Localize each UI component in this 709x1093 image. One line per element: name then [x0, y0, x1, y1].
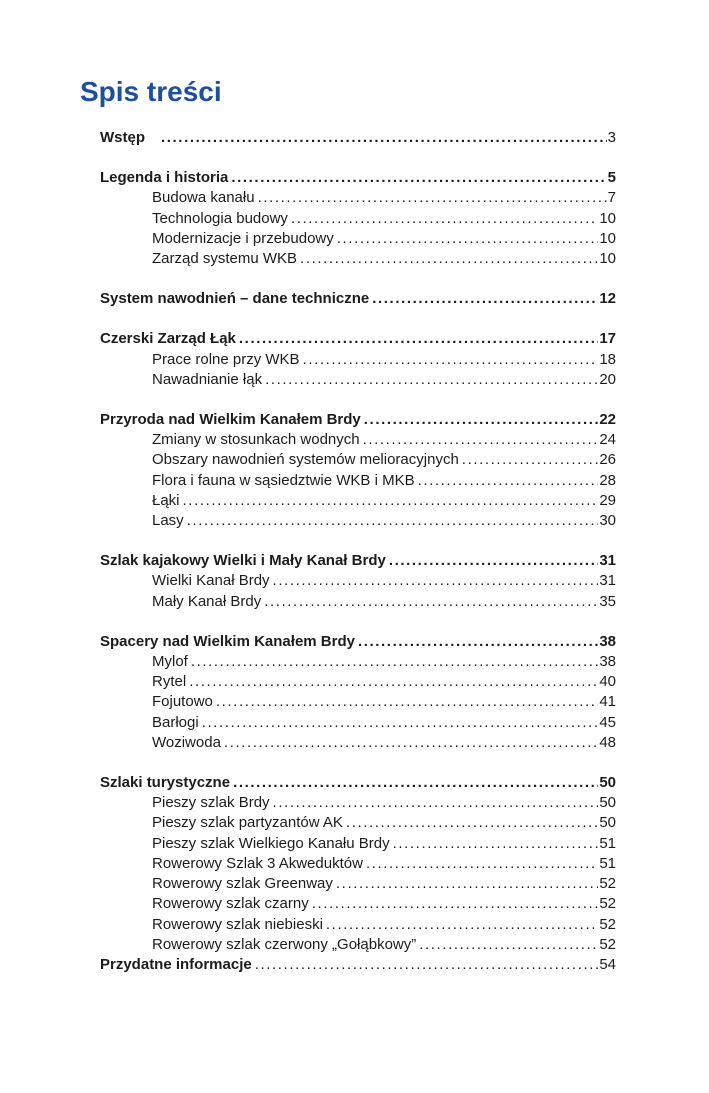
toc-entry-label: Prace rolne przy WKB	[152, 350, 300, 368]
toc-entry-label: Przyroda nad Wielkim Kanałem Brdy	[100, 411, 361, 429]
toc-entry-label: Fojutowo	[152, 693, 213, 711]
toc-entry	[100, 935, 616, 955]
page-number: 26	[599, 451, 616, 469]
table-of-contents	[100, 128, 616, 975]
dot-leader	[303, 350, 599, 370]
dot-leader	[337, 229, 599, 249]
page-number: 51	[599, 854, 616, 872]
page-number: 54	[599, 955, 616, 973]
toc-entry	[100, 773, 616, 793]
page-number: 31	[599, 552, 616, 570]
toc-entry-label: Barłogi	[152, 713, 199, 731]
toc-entry-label: Rowerowy szlak czarny	[152, 895, 309, 913]
dot-leader	[191, 652, 598, 672]
toc-entry	[100, 329, 616, 349]
dot-leader	[346, 813, 598, 833]
toc-entry	[100, 955, 616, 975]
toc-entry-label: Obszary nawodnień systemów melioracyjnych	[152, 451, 459, 469]
toc-entry	[100, 289, 616, 309]
toc-entry-label: Lasy	[152, 512, 184, 530]
toc-entry	[100, 652, 616, 672]
dot-leader	[364, 410, 599, 430]
dot-leader	[189, 672, 598, 692]
toc-entry	[100, 632, 616, 652]
toc-entry-label: Nawadnianie łąk	[152, 370, 263, 388]
dot-leader	[187, 511, 599, 531]
toc-entry	[100, 410, 616, 430]
toc-entry-label: Wielki Kanał Brdy	[152, 572, 270, 590]
page-number: 28	[599, 471, 616, 489]
dot-leader	[393, 834, 599, 854]
toc-entry-label: Technologia budowy	[152, 209, 288, 227]
toc-entry	[100, 491, 616, 511]
toc-entry-label: System nawodnień – dane techniczne	[100, 290, 370, 308]
dot-leader	[255, 955, 599, 975]
page-number: 29	[599, 491, 616, 509]
page-number: 24	[599, 431, 616, 449]
toc-entry	[100, 834, 616, 854]
dot-leader	[224, 733, 598, 753]
page-number: 12	[599, 290, 616, 308]
toc-entry	[100, 370, 616, 390]
toc-entry	[100, 793, 616, 813]
toc-entry	[100, 168, 616, 188]
toc-entry-label: Flora i fauna w sąsiedztwie WKB i MKB	[152, 471, 415, 489]
dot-leader	[462, 450, 599, 470]
toc-entry	[100, 874, 616, 894]
page-number: 18	[599, 350, 616, 368]
toc-entry-label: Rytel	[152, 673, 187, 691]
toc-entry-label: Pieszy szlak Wielkiego Kanału Brdy	[152, 834, 390, 852]
dot-leader	[389, 551, 598, 571]
dot-leader	[265, 370, 598, 390]
toc-entry	[100, 854, 616, 874]
toc-entry	[100, 733, 616, 753]
page-title: Spis treści	[80, 76, 222, 107]
toc-entry	[100, 713, 616, 733]
page-number: 3	[607, 129, 616, 146]
toc-entry-label: Pieszy szlak Brdy	[152, 794, 270, 812]
dot-leader	[418, 471, 599, 491]
toc-entry-label: Rowerowy szlak niebieski	[152, 915, 323, 933]
dot-leader	[300, 249, 598, 269]
toc-entry	[100, 450, 616, 470]
dot-leader	[312, 894, 599, 914]
toc-entry-label: Zmiany w stosunkach wodnych	[152, 431, 360, 449]
toc-entry	[100, 188, 616, 208]
dot-leader	[258, 188, 607, 208]
page-number: 52	[599, 875, 616, 893]
page-number: 10	[599, 250, 616, 268]
dot-leader	[264, 592, 598, 612]
toc-entry-label: Przydatne informacje	[100, 955, 252, 973]
toc-entry	[100, 229, 616, 249]
toc-entry-label: Modernizacje i przebudowy	[152, 229, 334, 247]
page-number: 52	[599, 895, 616, 913]
toc-entry-label: Czerski Zarząd Łąk	[100, 330, 236, 348]
page-number: 41	[599, 693, 616, 711]
toc-entry	[100, 430, 616, 450]
page-number: 20	[599, 370, 616, 388]
toc-entry-label: Wstęp	[100, 129, 145, 146]
dot-leader	[202, 713, 599, 733]
dot-leader	[216, 692, 598, 712]
dot-leader	[183, 491, 599, 511]
toc-entry-label: Szlaki turystyczne	[100, 774, 231, 792]
toc-entry-label: Rowerowy szlak Greenway	[152, 875, 333, 893]
dot-leader	[233, 773, 598, 793]
toc-entry	[100, 915, 616, 935]
dot-leader	[358, 632, 598, 652]
page-number: 31	[599, 572, 616, 590]
toc-entry-label: Pieszy szlak partyzantów AK	[152, 814, 343, 832]
toc-entry	[100, 511, 616, 531]
toc-entry	[100, 350, 616, 370]
page-number: 38	[599, 632, 616, 650]
toc-entry	[100, 209, 616, 229]
dot-leader	[239, 329, 598, 349]
toc-entry-label: Rowerowy szlak czerwony „Gołąbkowy”	[152, 935, 417, 953]
page-number: 35	[599, 592, 616, 610]
page-number: 5	[607, 169, 616, 187]
dot-leader	[363, 430, 599, 450]
page-number: 10	[599, 209, 616, 227]
toc-entry-label: Zarząd systemu WKB	[152, 250, 298, 268]
toc-entry	[100, 471, 616, 491]
dot-leader	[366, 854, 598, 874]
page-number: 50	[599, 794, 616, 812]
toc-entry-label: Rowerowy Szlak 3 Akweduktów	[152, 854, 363, 872]
page-number: 52	[599, 935, 616, 953]
dot-leader	[372, 289, 598, 309]
page-number: 52	[599, 915, 616, 933]
dot-leader	[231, 168, 606, 188]
dot-leader	[291, 209, 598, 229]
dot-leader	[336, 874, 598, 894]
dot-leader	[326, 915, 598, 935]
toc-entry	[100, 672, 616, 692]
dot-leader	[161, 128, 607, 148]
toc-entry-label: Legenda i historia	[100, 169, 229, 187]
page-number: 51	[599, 834, 616, 852]
page-number: 7	[607, 189, 616, 207]
page-number: 48	[599, 733, 616, 751]
toc-entry	[100, 692, 616, 712]
toc-entry-label: Mały Kanał Brdy	[152, 592, 262, 610]
toc-entry-label: Woziwoda	[152, 733, 221, 751]
page-number: 22	[599, 411, 616, 429]
toc-entry	[100, 551, 616, 571]
toc-entry-label: Łąki	[152, 491, 180, 509]
dot-leader	[419, 935, 598, 955]
page-number: 50	[599, 814, 616, 832]
page-number: 50	[599, 774, 616, 792]
toc-entry-label: Szlak kajakowy Wielki i Mały Kanał Brdy	[100, 552, 386, 570]
toc-entry	[100, 571, 616, 591]
toc-entry-label: Budowa kanału	[152, 189, 255, 207]
page-number: 17	[599, 330, 616, 348]
page-number: 38	[599, 653, 616, 671]
toc-entry-label: Spacery nad Wielkim Kanałem Brdy	[100, 632, 355, 650]
toc-entry	[100, 894, 616, 914]
page-number: 45	[599, 713, 616, 731]
dot-leader	[273, 793, 599, 813]
toc-entry	[100, 249, 616, 269]
toc-entry-label: Mylof	[152, 653, 188, 671]
dot-leader	[273, 571, 599, 591]
toc-entry	[100, 592, 616, 612]
page-number: 30	[599, 512, 616, 530]
toc-entry	[100, 813, 616, 833]
page-number: 40	[599, 673, 616, 691]
toc-entry	[100, 128, 616, 148]
page-number: 10	[599, 229, 616, 247]
